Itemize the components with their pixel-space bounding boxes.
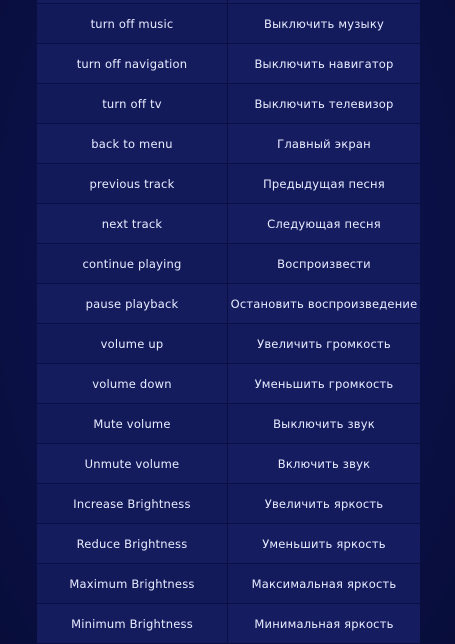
command-en: pause playback [37, 284, 228, 324]
command-ru: Включить звук [228, 444, 420, 484]
command-ru: Максимальная яркость [228, 564, 420, 604]
command-ru: Увеличить яркость [228, 484, 420, 524]
voice-commands-table [37, 0, 420, 644]
table-row [37, 604, 420, 644]
command-ru: Выключить звук [228, 404, 420, 444]
command-ru: Остановить воспроизведение [228, 284, 420, 324]
command-en: Mute volume [37, 404, 228, 444]
command-en: Unmute volume [37, 444, 228, 484]
command-en: Maximum Brightness [37, 564, 228, 604]
command-en: continue playing [37, 244, 228, 284]
table-row [37, 324, 420, 364]
command-ru: Увеличить громкость [228, 324, 420, 364]
command-ru: Уменьшить громкость [228, 364, 420, 404]
table-row [37, 124, 420, 164]
command-ru: Главный экран [228, 124, 420, 164]
command-ru: Предыдущая песня [228, 164, 420, 204]
command-ru: Воспроизвести [228, 244, 420, 284]
table-row [37, 444, 420, 484]
command-en: turn off navigation [37, 44, 228, 84]
command-ru: Выключить навигатор [228, 44, 420, 84]
table-row [37, 4, 420, 44]
command-en: turn off tv [37, 84, 228, 124]
command-ru: Следующая песня [228, 204, 420, 244]
command-en: Reduce Brightness [37, 524, 228, 564]
command-ru: Уменьшить яркость [228, 524, 420, 564]
table-row [37, 164, 420, 204]
command-en: Minimum Brightness [37, 604, 228, 644]
table-row [37, 44, 420, 84]
command-en: previous track [37, 164, 228, 204]
table-row [37, 284, 420, 324]
command-en: Increase Brightness [37, 484, 228, 524]
table-row [37, 524, 420, 564]
command-ru: Выключить музыку [228, 4, 420, 44]
table-row [37, 244, 420, 284]
command-ru: Минимальная яркость [228, 604, 420, 644]
table-row [37, 404, 420, 444]
command-en: turn off music [37, 4, 228, 44]
command-en: next track [37, 204, 228, 244]
command-en: volume down [37, 364, 228, 404]
command-en: back to menu [37, 124, 228, 164]
table-row [37, 84, 420, 124]
command-ru: Выключить телевизор [228, 84, 420, 124]
table-row [37, 364, 420, 404]
table-row [37, 484, 420, 524]
command-en: volume up [37, 324, 228, 364]
table-row [37, 204, 420, 244]
table-row [37, 564, 420, 604]
